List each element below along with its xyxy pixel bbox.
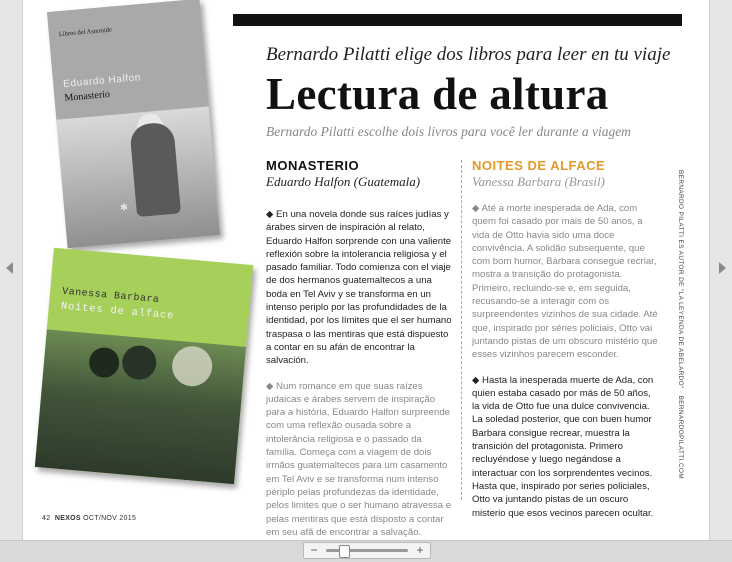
review-spanish: ◆ En una novela donde sus raíces judías y árabes sirven de inspiración al relato, Eduardo Halfon sorprende con una valiente reflexión sobre la intolerancia religiosa y el pasado familiar. Todo comienza con el viaje de dos hermanos guatemaltecos a una boda en Tel Aviv y se transforma en un intenso periplo por las profundidades de la identidad, por los límites que el ser humano traspasa o las mentiras que está dispuesto a contar en su afán de encontrar la salvación. bbox=[266, 209, 452, 367]
zoom-out-button[interactable]: − bbox=[310, 543, 318, 557]
viewer-right-margin bbox=[709, 0, 732, 540]
book-author: Eduardo Halfon (Guatemala) bbox=[266, 174, 421, 189]
cover-title: Monasterio bbox=[64, 88, 111, 104]
review-portuguese: ◆ Num romance em que suas raízes judaicas e árabes servem de inspiração para a história, Eduardo Halfon surpreende com uma reflexão ousada sobre a intolerância religiosa e o passado da família. Começa com a viagem de dois irmãos guatemaltecos para um casamento em Tel Aviv e se transforma num intenso périplo pelas profundezas da identidade, pelos limites que o ser humano atravessa e pelas mentiras que está disposto a contar em seu afã de encontrar a salvação. bbox=[266, 380, 452, 538]
issue-date: OCT/NOV 2015 bbox=[83, 515, 137, 522]
book-title: NOITES DE ALFACE bbox=[472, 158, 606, 173]
cover-author: Eduardo Halfon bbox=[62, 72, 142, 90]
previous-page-arrow-icon[interactable] bbox=[6, 262, 13, 274]
column-divider bbox=[461, 160, 462, 500]
author-credit-text: BERNARDO PILATTI ES AUTOR DE "LA LEYENDA DE ABELARDO" · BERNARDOPILATTI.COM bbox=[677, 170, 684, 480]
book-author: Vanessa Barbara (Brasil) bbox=[472, 174, 605, 189]
column-monasterio bbox=[266, 158, 452, 549]
publisher-logo-icon: ✻ bbox=[119, 201, 129, 213]
author-credit bbox=[674, 170, 684, 510]
zoom-control bbox=[303, 542, 431, 559]
review-spanish: ◆ Hasta la inesperada muerte de Ada, con quien estaba casado por más de 50 años, la vida de Otto fue una dulce convivencia. La soledad posterior, que con buen humor Barbara consigue recrear, muestra la transición del protagonista. Primero recluyéndose y luego negándose a interactuar con los sorprendentes vecinos. Hasta que, inspirado por series policiales, Otto va juntando pistas de un oscuro misterio que esos vecinos parecen ocultar. bbox=[472, 374, 654, 519]
zoom-in-button[interactable]: + bbox=[416, 543, 424, 557]
column-noites-de-alface bbox=[472, 158, 658, 529]
zoom-slider-track[interactable] bbox=[326, 549, 408, 552]
book-cover-monasterio bbox=[47, 0, 220, 248]
magazine-name: NEXOS bbox=[54, 515, 81, 522]
page-number: 42 bbox=[42, 515, 51, 522]
book-cover-noites-de-alface bbox=[35, 248, 253, 485]
cover-title: Noites de alface bbox=[60, 300, 175, 323]
article-headline: Lectura de altura bbox=[266, 69, 609, 119]
zoom-slider-thumb[interactable] bbox=[339, 545, 350, 558]
next-page-arrow-icon[interactable] bbox=[719, 262, 726, 274]
header-rule bbox=[233, 14, 682, 26]
page-footer bbox=[42, 515, 136, 522]
viewer-left-margin bbox=[0, 0, 23, 540]
article-subtitle: Bernardo Pilatti escolhe dois livros para você ler durante a viagem bbox=[266, 124, 631, 139]
cover-author: Vanessa Barbara bbox=[61, 286, 160, 307]
article-kicker: Bernardo Pilatti elige dos libros para leer en tu viaje bbox=[266, 44, 671, 65]
review-portuguese: ◆ Até a morte inesperada de Ada, com quem foi casado por mais de 50 anos, a vida de Otto havia sido uma doce convivência. A solidão subsequente, que com bom humor, Bárbara consegue recriar, mostra a transição do protagonista. Primeiro, recluindo-se e, em seguida, recusando-se a interagir com os surpreendentes vizinhos de sua cidade. Até que, inspirado por séries policiais, Otto vai juntando pistas de um obscuro mistério que esses vizinhos parecem esconder. bbox=[472, 203, 658, 361]
book-title: MONASTERIO bbox=[266, 158, 360, 173]
cover-publisher: Libros del Asteroide bbox=[58, 26, 113, 39]
